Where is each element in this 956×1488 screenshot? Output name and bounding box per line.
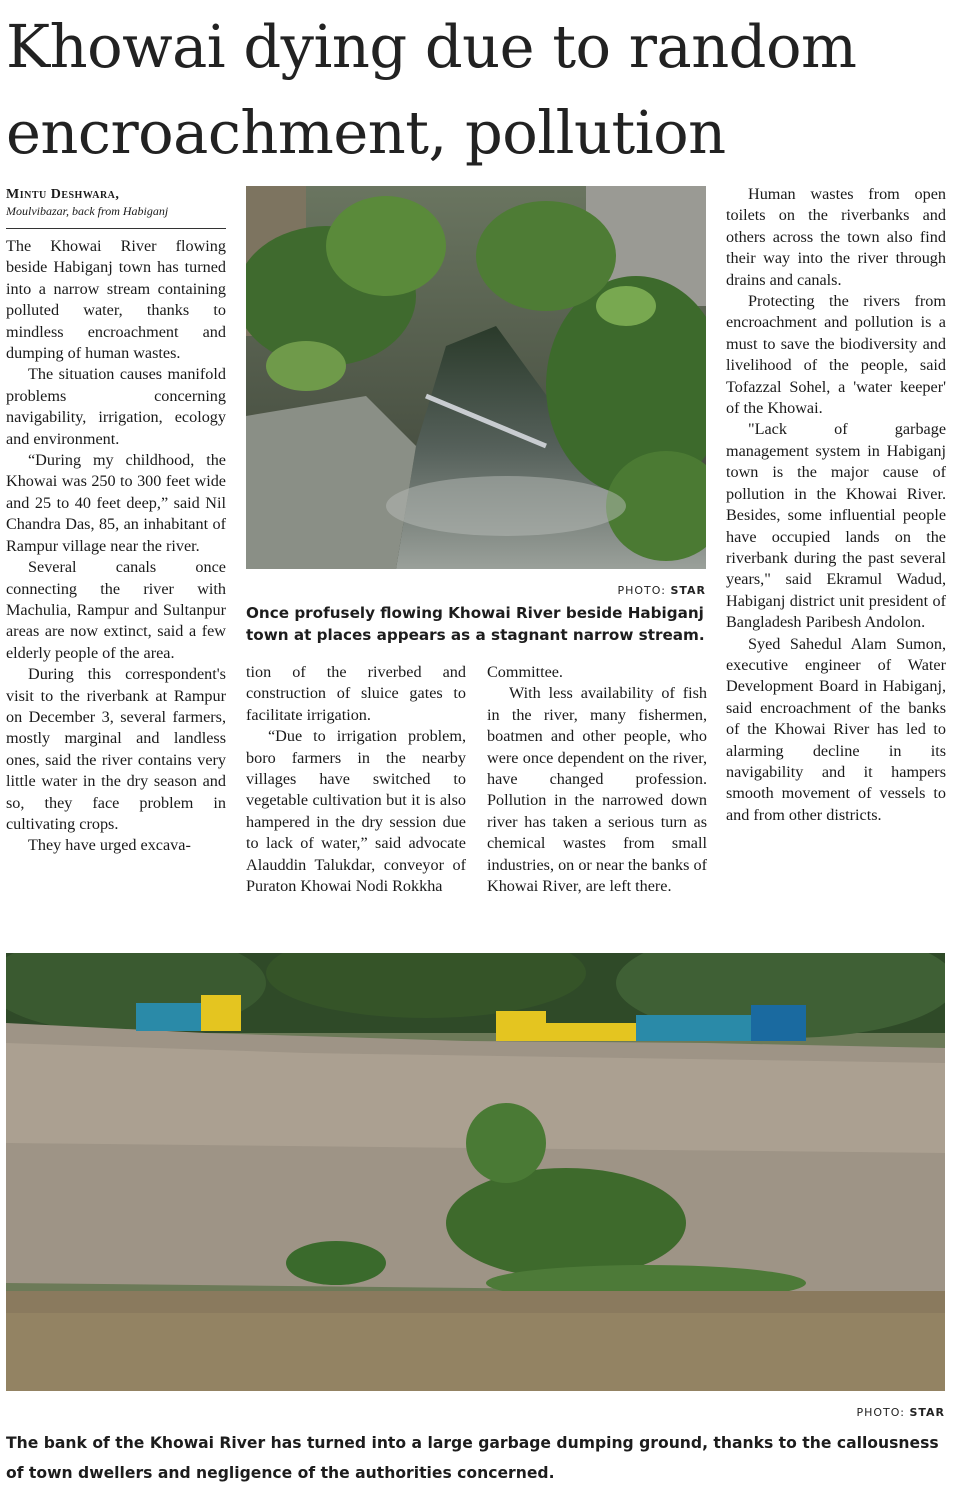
byline-divider [6,228,226,229]
article-column-2 [246,662,466,897]
stream-illustration [246,186,706,569]
paragraph: With less availability of fish in the river, many fishermen, boatmen and other people, who were once dependent on the river, have changed profession. Pollution in the narrowed down river has taken a serious turn as chemical wastes from small industries, on or near the banks of Khowai River, are left there. [487,684,707,896]
article-column-1 [6,236,226,857]
paragraph: Several canals once connecting the river with Machulia, Rampur and Sultanpur areas are now extinct, said a few elderly people of the area. [6,558,226,662]
paragraph: The situation causes manifold problems concerning navigability, irrigation, ecology and environment. [6,365,226,448]
credit-source: STAR [670,584,706,597]
photo-credit [856,1406,945,1419]
photo-caption: The bank of the Khowai River has turned into a large garbage dumping ground, thanks to the callousness of town dwellers and negligence of the authorities concerned. [6,1434,939,1482]
riverbank-illustration [6,953,945,1391]
byline-name: Mintu Deshwara, [6,187,120,202]
paragraph: Committee. [487,663,563,681]
paragraph: "Lack of garbage management system in Habiganj town is the major cause of pollution in the Khowai River. Besides, some influential people have occupied lands on the riverbank during the past several years," said Ekramul Wadud, Habiganj district unit president of Bangladesh Paribesh Andolon. [726,420,946,632]
photo-caption: Once profusely flowing Khowai River beside Habiganj town at places appears as a stagnant narrow stream. [246,604,705,644]
paragraph: The Khowai River flowing beside Habiganj town has turned into a narrow stream containing polluted water, thanks to mindless encroachment and dumping of human wastes. [6,237,226,363]
paragraph: “During my childhood, the Khowai was 250 to 300 feet wide and 25 to 40 feet deep,” said Nil Chandra Das, 85, an inhabitant of Rampur village near the river. [6,451,226,555]
paragraph: During this correspondent's visit to the riverbank at Rampur on December 3, several farmers, mostly marginal and landless ones, said the river contains very little water in the dry season and so, they face problem in cultivating crops. [6,665,226,833]
paragraph: They have urged excava- [28,836,191,855]
garbage-riverbank-photo [6,953,945,1391]
headline: Khowai dying due to random encroachment, pollution [6,12,857,167]
photo-credit [617,584,706,597]
credit-label: PHOTO: [617,584,666,597]
paragraph: Syed Sahedul Alam Sumon, executive engineer of Water Development Board in Habiganj, said encroachment of the banks of the Khowai River has led to alarming decline in its navigability and it hampers smooth movement of vessels to and from other districts. [726,634,946,824]
stagnant-stream-photo [246,186,706,569]
credit-label: PHOTO: [856,1406,905,1419]
paragraph: tion of the riverbed and construction of sluice gates to facilitate irrigation. [246,663,466,724]
paragraph: “Due to irrigation problem, boro farmers in the nearby villages have switched to vegetable cultivation but it is also hampered in the dry session due to lack of water,” said advocate Alauddin Talukdar, conveyor of Puraton Khowai Nodi Rokkha [246,727,466,896]
paragraph: Protecting the rivers from encroachment and pollution is a must to save the biodiversity and livelihood of the people, said Tofazzal Sohel, a 'water keeper' of the Khowai. [726,292,946,418]
byline [6,187,226,219]
paragraph: Human wastes from open toilets on the riverbanks and others across the town also find their way into the river through drains and canals. [726,185,946,289]
article-column-3 [487,662,707,897]
article-column-4 [726,184,946,826]
credit-source: STAR [909,1406,945,1419]
byline-location: Moulvibazar, back from Habiganj [6,204,169,218]
